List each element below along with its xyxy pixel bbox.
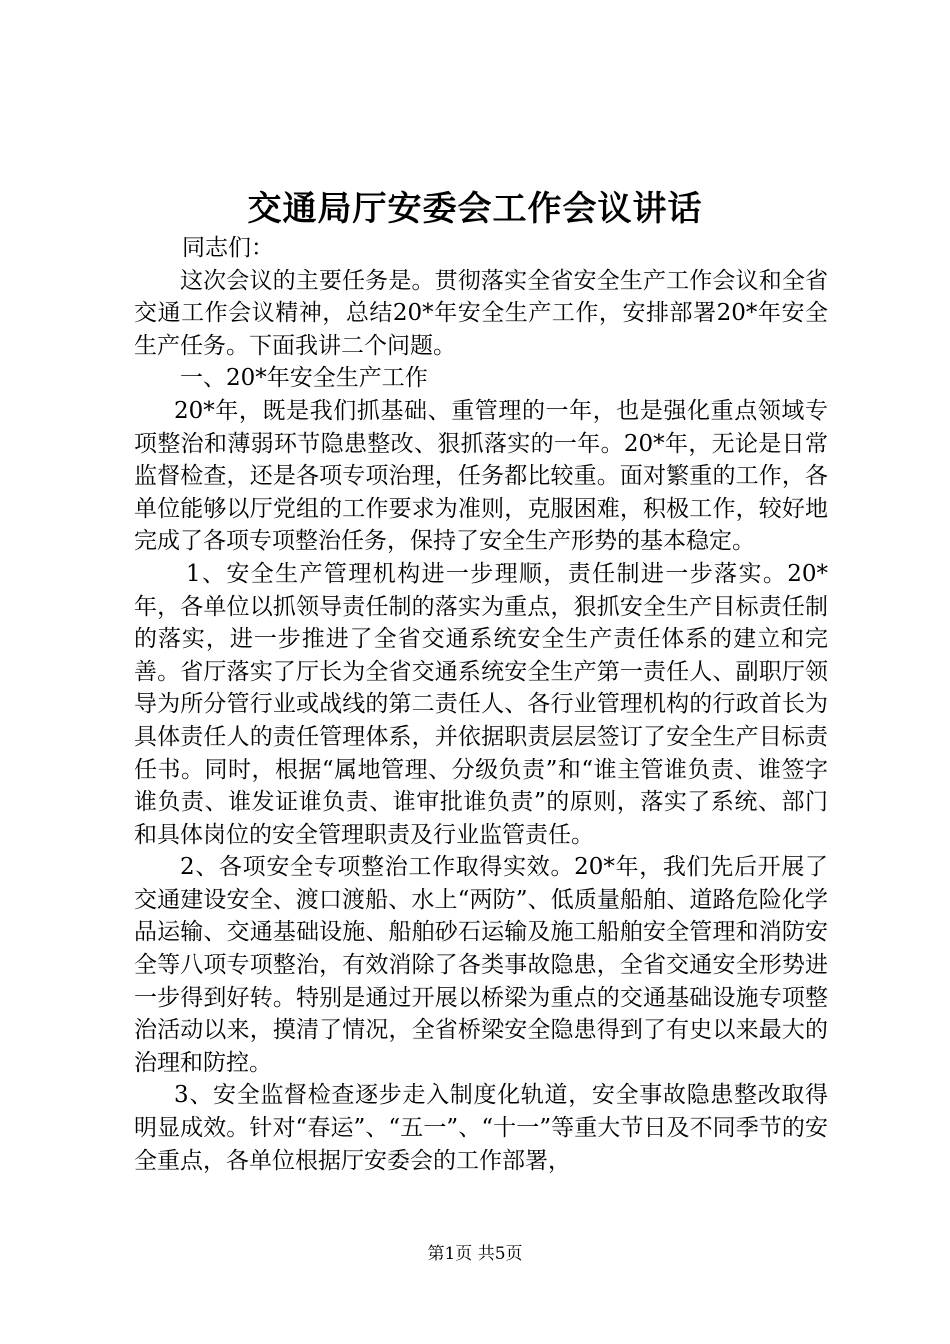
- document-title: 交通局厅安委会工作会议讲话: [247, 189, 703, 229]
- salutation: 同志们：: [182, 235, 274, 261]
- paragraph-intro: 这次会议的主要任务是。贯彻落实全省安全生产工作会议和全省交通工作会议精神，总结20*年安全生产工作，安排部署20*年安全生产任务。下面我讲二个问题。: [134, 267, 828, 359]
- section-heading-1: 一、20*年安全生产工作: [180, 365, 428, 392]
- paragraph-item-1: 1、安全生产管理机构进一步理顺，责任制进一步落实。20*年，各单位以抓领导责任制的落实为重点，狠抓安全生产目标责任制的落实，进一步推进了全省交通系统安全生产责任体系的建立和完善。省厅落实了厅长为全省交通系统安全生产第一责任人、副职厅领导为所分管行业或战线的第二责任人、各行业管理机构的行政首长为具体责任人的责任管理体系，并依据职责层层签订了安全生产目标责任书。同时，根据“属地管理、分级负责”和“谁主管谁负责、谁签字谁负责、谁发证谁负责、谁审批谁负责”的原则，落实了系统、部门和具体岗位的安全管理职责及行业监管责任。: [134, 560, 828, 848]
- page-number-footer: 第1页 共5页: [427, 1244, 523, 1264]
- paragraph-summary: 20*年，既是我们抓基础、重管理的一年，也是强化重点领域专项整治和薄弱环节隐患整改、狠抓落实的一年。20*年，无论是日常监督检查，还是各项专项治理，任务都比较重。面对繁重的工作，各单位能够以厅党组的工作要求为准则，克服困难，积极工作，较好地完成了各项专项整治任务，保持了安全生产形势的基本稳定。: [134, 397, 828, 555]
- paragraph-item-3: 3、安全监督检查逐步走入制度化轨道，安全事故隐患整改取得明显成效。针对“春运”、“五一”、“十一”等重大节日及不同季节的安全重点，各单位根据厅安委会的工作部署，: [134, 1082, 828, 1174]
- paragraph-item-2: 2、各项安全专项整治工作取得实效。20*年，我们先后开展了交通建设安全、渡口渡船、水上“两防”、低质量船舶、道路危险化学品运输、交通基础设施、船舶砂石运输及施工船舶安全管理和消防安全等八项专项整治，有效消除了各类事故隐患，全省交通安全形势进一步得到好转。特别是通过开展以桥梁为重点的交通基础设施专项整治活动以来，摸清了情况，全省桥梁安全隐患得到了有史以来最大的治理和防控。: [134, 854, 828, 1076]
- document-body: [134, 232, 828, 1177]
